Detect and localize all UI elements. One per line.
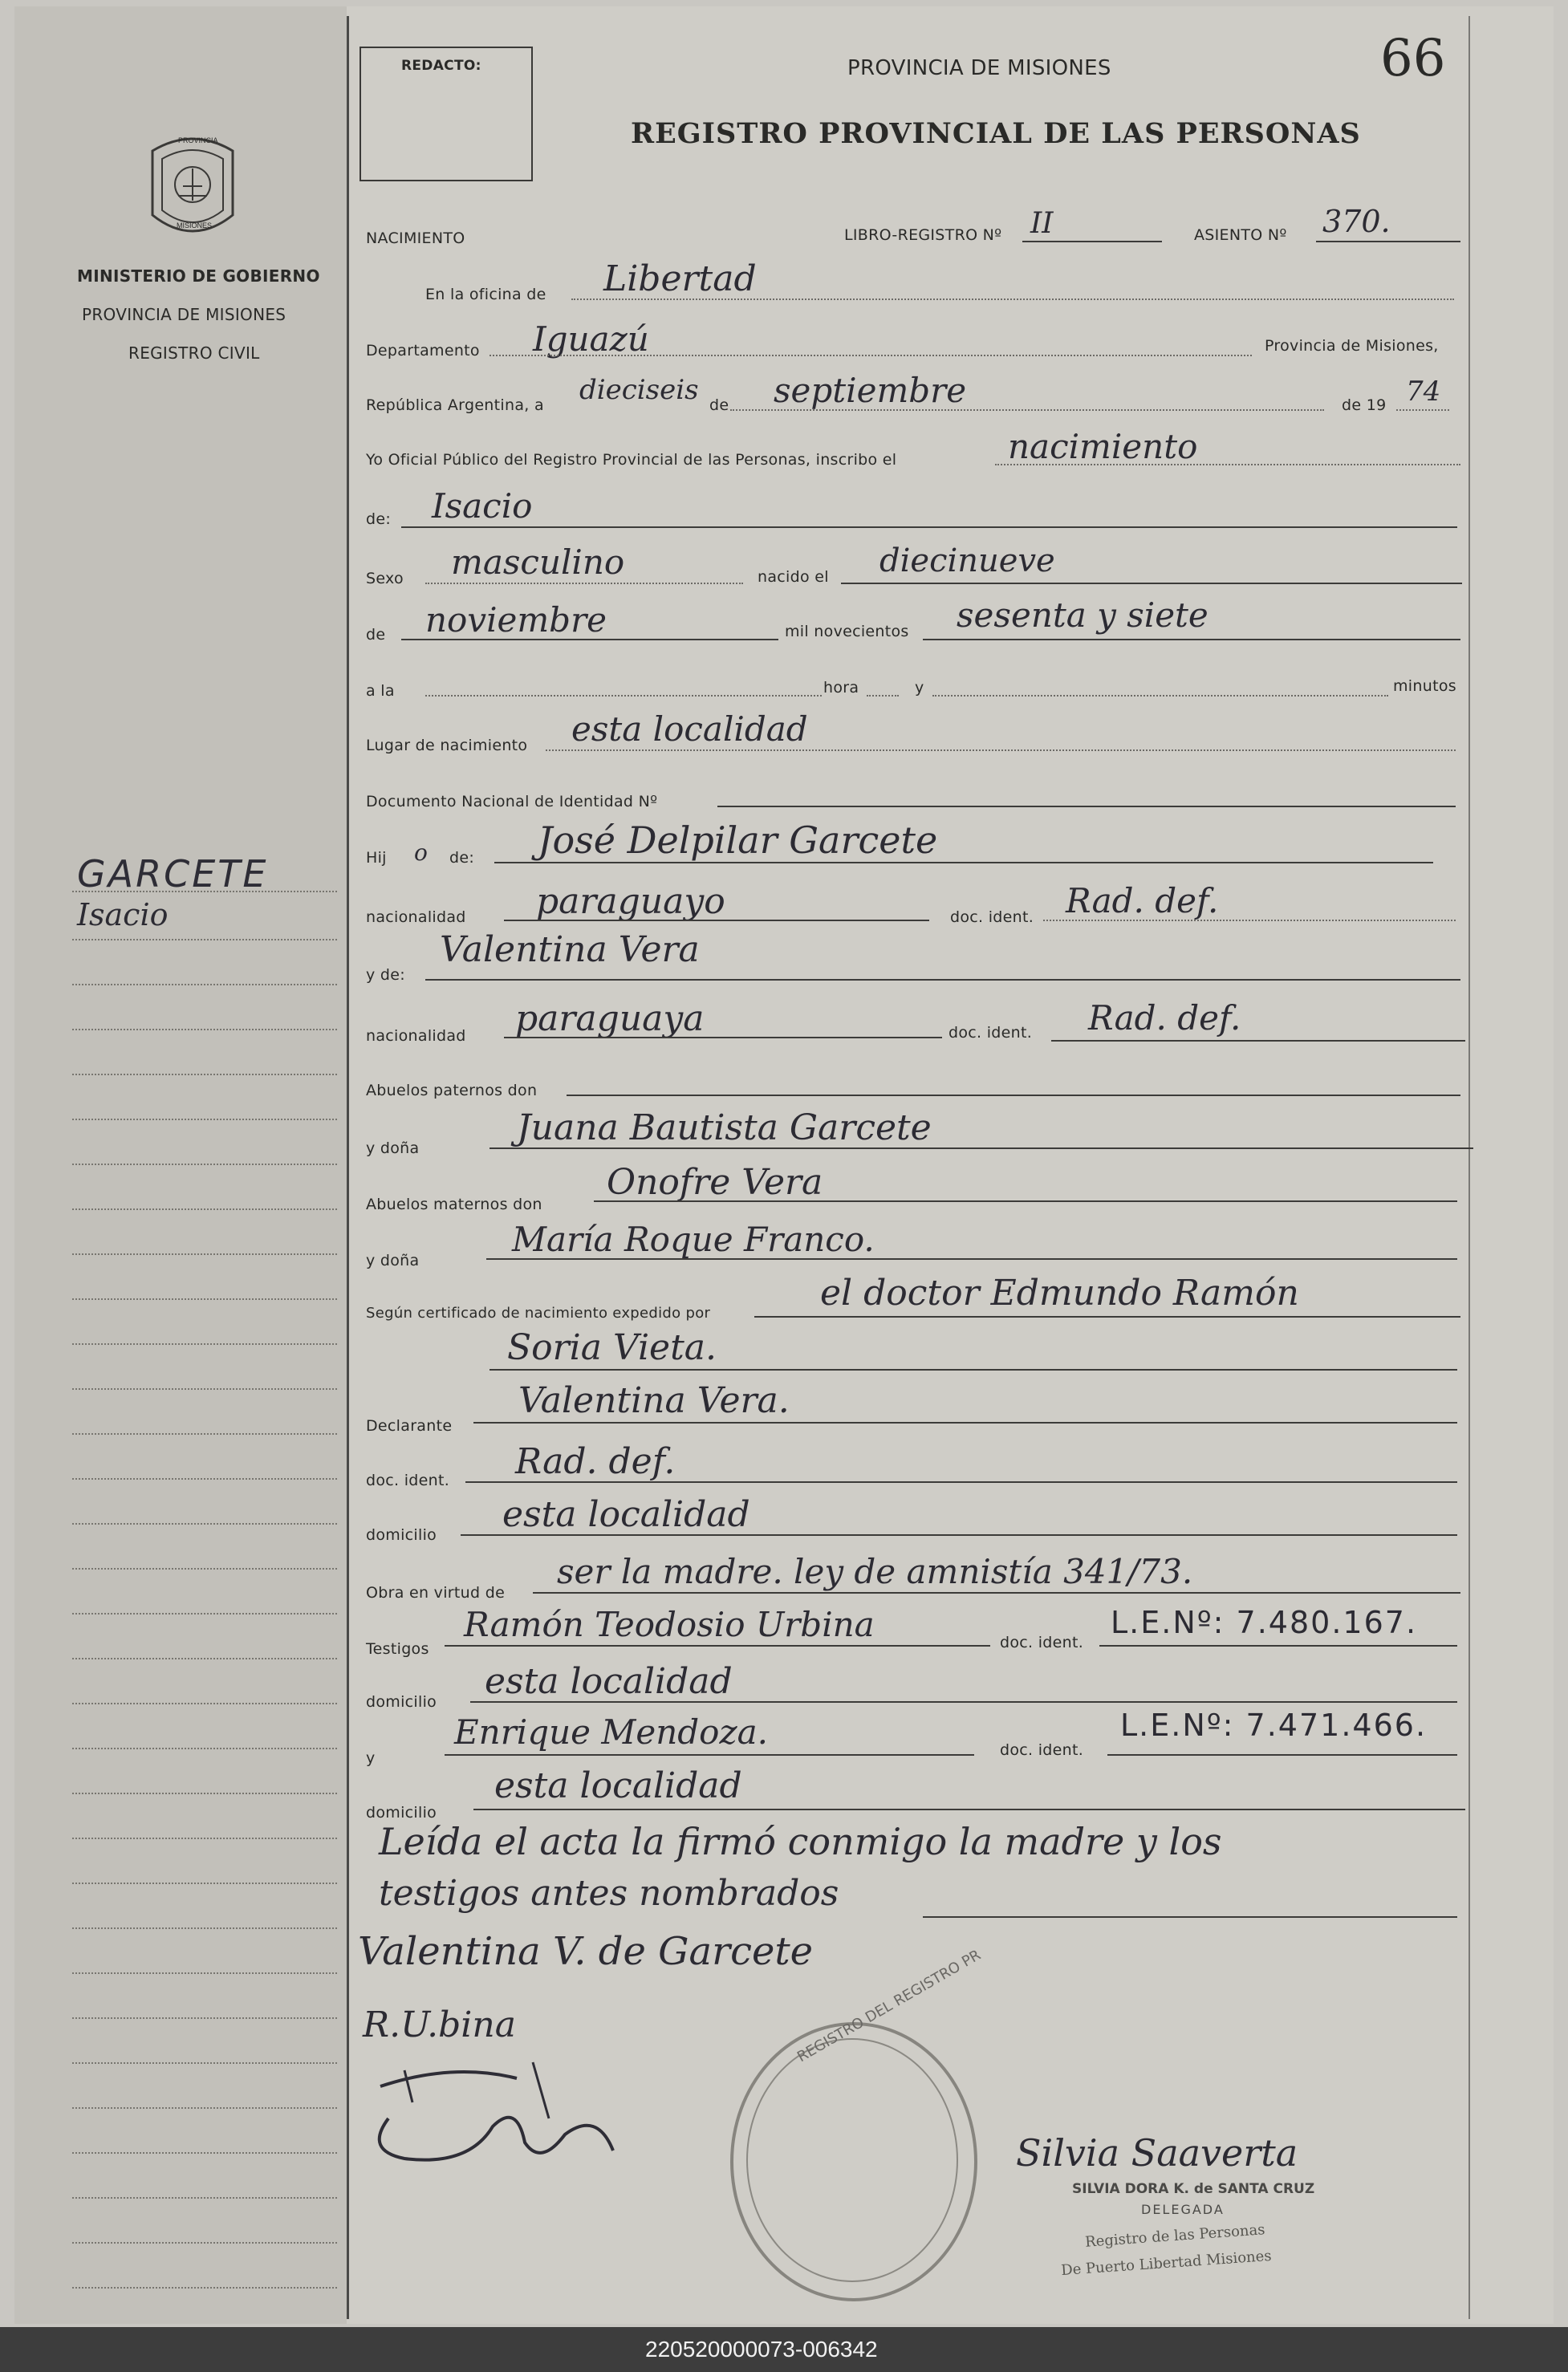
oficina-label: En la oficina de bbox=[425, 286, 546, 303]
province-seal bbox=[136, 127, 249, 247]
registry-label: REGISTRO CIVIL bbox=[128, 343, 260, 363]
asiento-label: ASIENTO Nº bbox=[1194, 226, 1287, 244]
page-number: 66 bbox=[1380, 29, 1446, 88]
abuelos-paternos-label: Abuelos paternos don bbox=[366, 1082, 538, 1099]
sexo-label: Sexo bbox=[366, 570, 404, 587]
y-de-label: y de: bbox=[366, 966, 405, 984]
official-name: SILVIA DORA K. de SANTA CRUZ bbox=[1072, 2181, 1315, 2197]
padre-value: José Delpilar Garcete bbox=[538, 818, 938, 862]
republica-label: República Argentina, a bbox=[366, 396, 544, 414]
declarante-doc-value: Rad. def. bbox=[515, 1441, 676, 1482]
lugar-label: Lugar de nacimiento bbox=[366, 737, 528, 754]
dia-value: dieciseis bbox=[579, 374, 699, 406]
madre-doc-value: Rad. def. bbox=[1088, 998, 1241, 1038]
madre-value: Valentina Vera bbox=[440, 929, 700, 970]
domicilio3-label: domicilio bbox=[366, 1804, 437, 1822]
y-label: y bbox=[915, 679, 924, 697]
de2-label: de: bbox=[366, 510, 392, 528]
official-office-2: De Puerto Libertad Misiones bbox=[1060, 2247, 1273, 2280]
certificado-por-value: el doctor Edmundo Ramón bbox=[820, 1273, 1299, 1314]
signature-declarante: Valentina V. de Garcete bbox=[358, 1929, 814, 1974]
nacido-el-label: nacido el bbox=[758, 568, 829, 586]
margin-rule bbox=[347, 16, 349, 2319]
hijo-letter-value: o bbox=[414, 839, 428, 866]
y-dona2-label: y doña bbox=[366, 1252, 420, 1269]
nacionalidad1-label: nacionalidad bbox=[366, 908, 466, 926]
testigo1-doc-value: L.E.Nº: 7.480.167. bbox=[1111, 1605, 1418, 1640]
mil-novecientos-label: mil novecientos bbox=[785, 623, 909, 640]
certificado-por-2-value: Soria Vieta. bbox=[507, 1327, 717, 1368]
domicilio1-label: domicilio bbox=[366, 1526, 437, 1544]
hora-label: hora bbox=[823, 679, 859, 697]
lugar-value: esta localidad bbox=[571, 709, 808, 749]
doc-ident2-label: doc. ident. bbox=[949, 1024, 1033, 1042]
departamento-value: Iguazú bbox=[533, 319, 649, 359]
footer-id: 220520000073-006342 bbox=[645, 2337, 878, 2362]
oficina-value: Libertad bbox=[603, 258, 757, 299]
minutos-label: minutos bbox=[1393, 677, 1456, 695]
obra-virtud-value: ser la madre. ley de amnistía 341/73. bbox=[557, 1552, 1193, 1591]
sexo-value: masculino bbox=[451, 542, 625, 582]
signature-testigo-1: R.U.bina bbox=[363, 2004, 516, 2045]
testigo1-value: Ramón Teodosio Urbina bbox=[464, 1605, 875, 1644]
mes-value: septiembre bbox=[774, 371, 967, 410]
seal-top-text: PROVINCIA bbox=[178, 136, 218, 144]
registry-stamp-inner bbox=[746, 2038, 958, 2282]
seal-bottom-text: MISIONES bbox=[177, 221, 213, 229]
domicilio2-label: domicilio bbox=[366, 1693, 437, 1711]
testigo2-value: Enrique Mendoza. bbox=[454, 1712, 768, 1752]
stamp-text: REGISTRO DEL REGISTRO PR bbox=[794, 1946, 984, 2066]
doc-ident3-label: doc. ident. bbox=[366, 1472, 450, 1489]
margin-given-name: Isacio bbox=[77, 897, 169, 932]
y2-label: y bbox=[366, 1749, 376, 1767]
y-dona1-label: y doña bbox=[366, 1139, 420, 1157]
anio-value: 74 bbox=[1406, 376, 1441, 408]
padre-nacionalidad-value: paraguayo bbox=[536, 881, 725, 922]
testigos-label: Testigos bbox=[366, 1640, 429, 1658]
provincia-misiones-label: Provincia de Misiones, bbox=[1265, 337, 1439, 355]
footer-bar bbox=[0, 2327, 1568, 2372]
madre-nacionalidad-value: paraguaya bbox=[515, 998, 705, 1039]
declarante-domicilio-value: esta localidad bbox=[502, 1494, 750, 1535]
de3-label: de bbox=[366, 626, 386, 644]
a-la-label: a la bbox=[366, 682, 395, 700]
official-role: DELEGADA bbox=[1141, 2202, 1225, 2217]
nacido-anio-value: sesenta y siete bbox=[957, 595, 1208, 635]
cierre-line-1: Leída el acta la firmó conmigo la madre y los bbox=[379, 1820, 1222, 1863]
abuelos-maternos-label: Abuelos maternos don bbox=[366, 1196, 542, 1213]
margin-province-label: PROVINCIA DE MISIONES bbox=[82, 305, 286, 324]
nacionalidad2-label: nacionalidad bbox=[366, 1027, 466, 1045]
doc-ident4-label: doc. ident. bbox=[1000, 1634, 1084, 1651]
ministry-label: MINISTERIO DE GOBIERNO bbox=[77, 266, 320, 286]
yo-oficial-label: Yo Oficial Público del Registro Provincial de las Personas, inscribo el bbox=[366, 451, 897, 469]
declarante-value: Valentina Vera. bbox=[518, 1380, 790, 1421]
de-19-label: de 19 bbox=[1342, 396, 1387, 414]
doc-ident1-label: doc. ident. bbox=[950, 908, 1034, 926]
de1-label: de bbox=[709, 396, 729, 414]
departamento-label: Departamento bbox=[366, 342, 480, 359]
official-office-1: Registro de las Personas bbox=[1084, 2221, 1266, 2251]
testigo2-domicilio-value: esta localidad bbox=[494, 1765, 742, 1806]
official-signature: Silvia Saaverta bbox=[1016, 2131, 1298, 2175]
obra-virtud-label: Obra en virtud de bbox=[366, 1584, 506, 1602]
padre-doc-value: Rad. def. bbox=[1066, 881, 1219, 920]
testigo2-doc-value: L.E.Nº: 7.471.466. bbox=[1120, 1708, 1428, 1743]
abuela-paterna-value: Juana Bautista Garcete bbox=[517, 1107, 932, 1148]
libro-label: LIBRO-REGISTRO Nº bbox=[844, 226, 1002, 244]
dni-label: Documento Nacional de Identidad Nº bbox=[366, 793, 658, 810]
province-title: PROVINCIA DE MISIONES bbox=[847, 56, 1111, 80]
hij-label: Hij bbox=[366, 849, 387, 867]
margin-surname: GARCETE bbox=[77, 852, 269, 896]
testigo1-domicilio-value: esta localidad bbox=[485, 1661, 733, 1702]
segun-certificado-label: Según certificado de nacimiento expedido por bbox=[366, 1305, 711, 1322]
abuela-materna-value: María Roque Franco. bbox=[512, 1220, 875, 1259]
doc-ident5-label: doc. ident. bbox=[1000, 1741, 1084, 1759]
tipo-value: nacimiento bbox=[1008, 427, 1198, 466]
nombre-value: Isacio bbox=[432, 486, 533, 526]
declarante-label: Declarante bbox=[366, 1417, 453, 1435]
nacido-dia-value: diecinueve bbox=[879, 542, 1055, 579]
de4-label: de: bbox=[449, 849, 475, 867]
redacto-label: REDACTO: bbox=[401, 58, 481, 74]
nacimiento-label: NACIMIENTO bbox=[366, 229, 465, 247]
signature-testigo-2 bbox=[356, 2054, 645, 2175]
right-rule bbox=[1468, 16, 1470, 2319]
libro-value: II bbox=[1030, 207, 1054, 240]
cierre-line-2: testigos antes nombrados bbox=[379, 1873, 839, 1914]
registry-title: REGISTRO PROVINCIAL DE LAS PERSONAS bbox=[631, 117, 1361, 150]
abuelo-materno-value: Onofre Vera bbox=[607, 1162, 823, 1203]
asiento-value: 370. bbox=[1322, 204, 1391, 239]
nacido-mes-value: noviembre bbox=[425, 600, 607, 640]
